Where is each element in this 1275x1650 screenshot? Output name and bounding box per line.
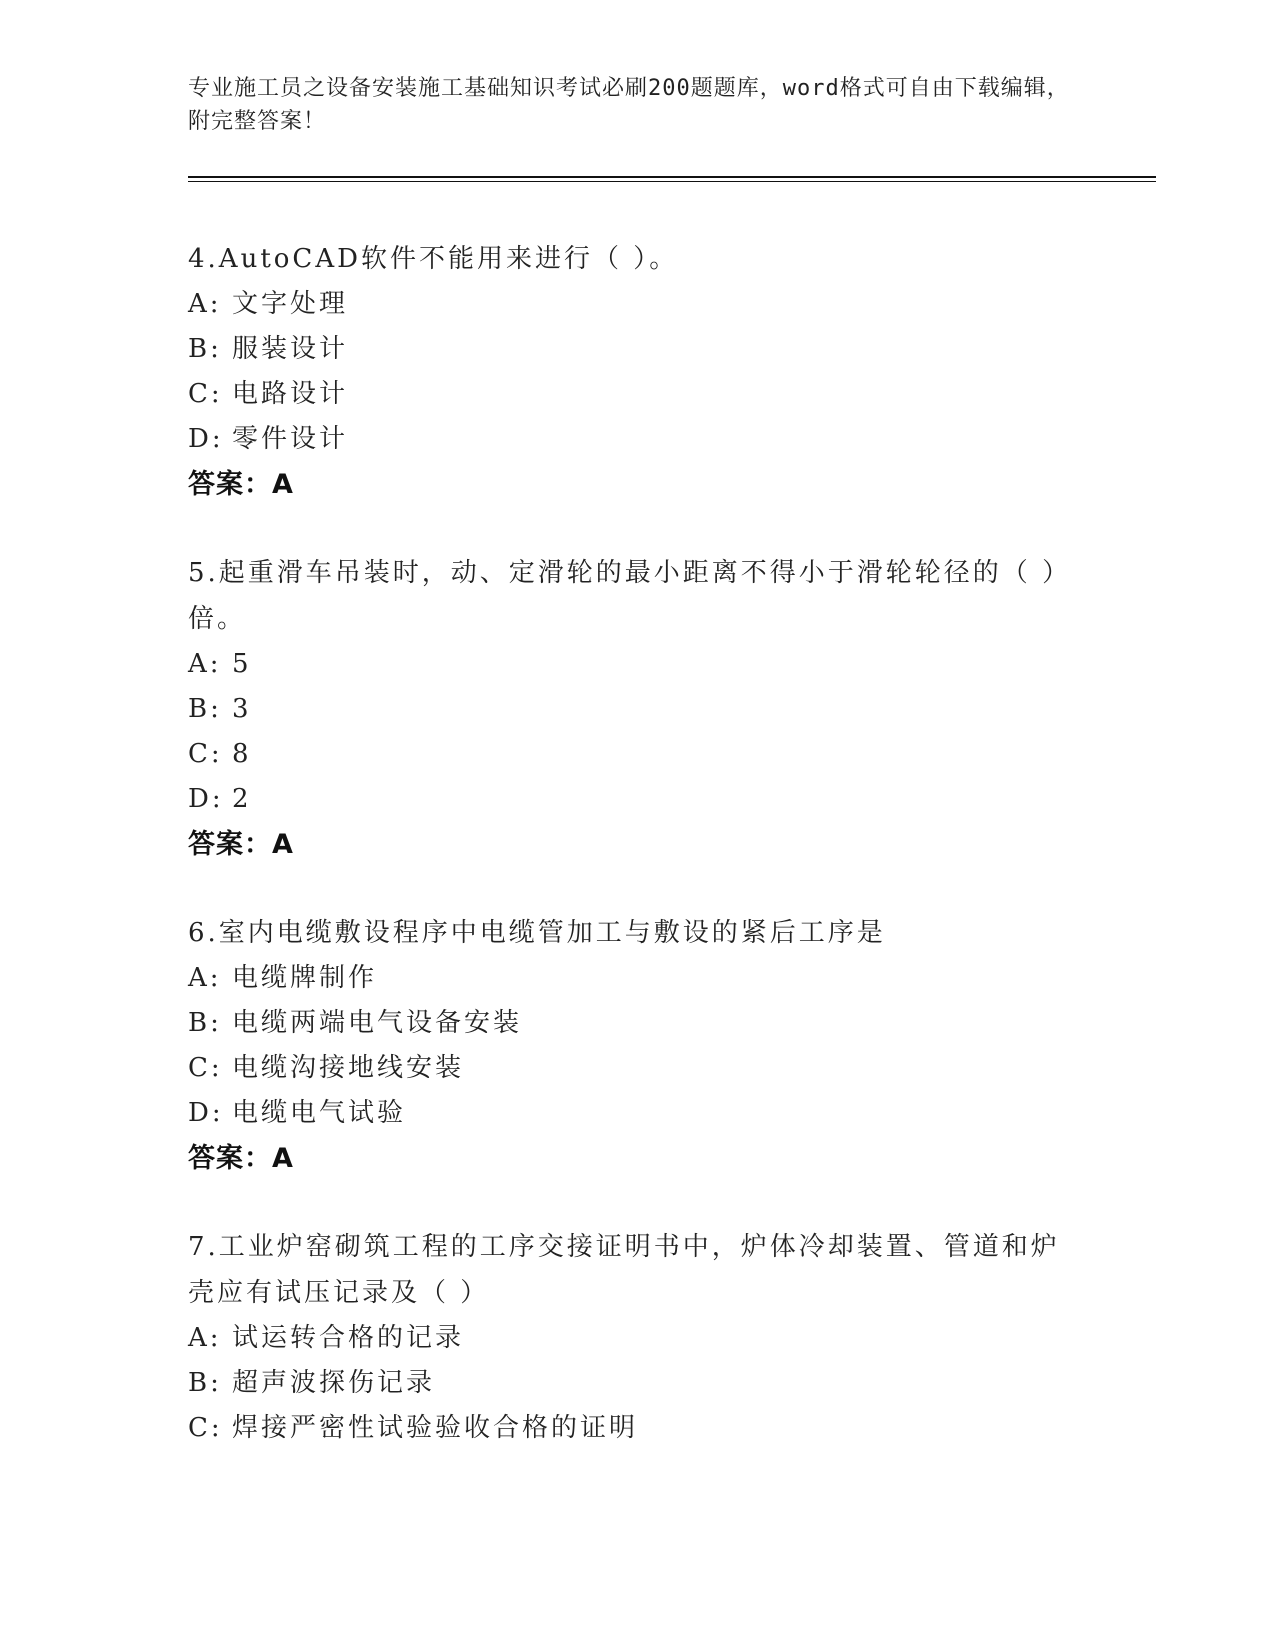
option-a	[188, 956, 1088, 1001]
option-d	[188, 777, 1088, 822]
answer-line	[188, 1136, 1088, 1182]
option-letter: C:	[188, 739, 223, 769]
option-text: 8	[232, 739, 252, 769]
question-7	[188, 1224, 1088, 1451]
question-list	[188, 236, 1088, 1493]
option-text: 3	[232, 694, 252, 724]
option-letter: A:	[188, 649, 222, 679]
option-letter: A:	[188, 289, 222, 319]
option-letter: C:	[188, 379, 223, 409]
option-letter: B:	[188, 334, 222, 364]
option-letter: C:	[188, 1053, 223, 1083]
option-text: 5	[232, 649, 252, 679]
option-c	[188, 372, 1088, 417]
option-text: 电缆两端电气设备安装	[232, 1008, 523, 1038]
option-text: 零件设计	[232, 424, 349, 454]
option-b	[188, 327, 1088, 372]
option-text: 电路设计	[232, 379, 349, 409]
option-letter: D:	[188, 424, 224, 454]
question-stem: 7.工业炉窑砌筑工程的工序交接证明书中，炉体冷却装置、管道和炉壳应有试压记录及（ ）	[188, 1232, 1060, 1308]
option-letter: B:	[188, 1008, 222, 1038]
option-text: 超声波探伤记录	[232, 1368, 436, 1398]
answer-line	[188, 822, 1088, 868]
option-text: 试运转合格的记录	[232, 1323, 465, 1353]
option-a	[188, 1316, 1088, 1361]
question-6	[188, 910, 1088, 1182]
question-stem: 4.AutoCAD软件不能用来进行（ ）。	[188, 244, 679, 274]
option-a	[188, 642, 1088, 687]
option-b	[188, 687, 1088, 732]
option-text: 电缆电气试验	[232, 1098, 407, 1128]
question-stem: 5.起重滑车吊装时，动、定滑轮的最小距离不得小于滑轮轮径的（ ）倍。	[188, 558, 1072, 634]
option-d	[188, 417, 1088, 462]
answer-value: A	[272, 829, 294, 860]
question-5	[188, 550, 1088, 868]
question-4	[188, 236, 1088, 508]
option-text: 焊接严密性试验验收合格的证明	[232, 1413, 639, 1443]
option-text: 电缆沟接地线安装	[232, 1053, 465, 1083]
answer-value: A	[272, 469, 294, 500]
option-b	[188, 1361, 1088, 1406]
option-text: 文字处理	[232, 289, 349, 319]
option-text: 服装设计	[232, 334, 349, 364]
header-divider-thin	[188, 181, 1156, 182]
answer-label: 答案：	[188, 469, 272, 500]
option-letter: A:	[188, 963, 222, 993]
option-letter: B:	[188, 694, 222, 724]
option-text: 2	[232, 784, 252, 814]
option-text: 电缆牌制作	[232, 963, 378, 993]
option-letter: B:	[188, 1368, 222, 1398]
answer-label: 答案：	[188, 1143, 272, 1174]
question-stem: 6.室内电缆敷设程序中电缆管加工与敷设的紧后工序是	[188, 918, 886, 948]
option-a	[188, 282, 1088, 327]
answer-label: 答案：	[188, 829, 272, 860]
option-letter: D:	[188, 784, 224, 814]
option-c	[188, 1406, 1088, 1451]
option-b	[188, 1001, 1088, 1046]
option-letter: C:	[188, 1413, 223, 1443]
option-letter: A:	[188, 1323, 222, 1353]
option-c	[188, 732, 1088, 777]
header-divider-thick	[188, 176, 1156, 178]
option-d	[188, 1091, 1088, 1136]
option-letter: D:	[188, 1098, 224, 1128]
answer-line	[188, 462, 1088, 508]
answer-value: A	[272, 1143, 294, 1174]
option-c	[188, 1046, 1088, 1091]
document-header: 专业施工员之设备安装施工基础知识考试必刷200题题库，word格式可自由下载编辑，附完整答案！	[188, 76, 1070, 134]
